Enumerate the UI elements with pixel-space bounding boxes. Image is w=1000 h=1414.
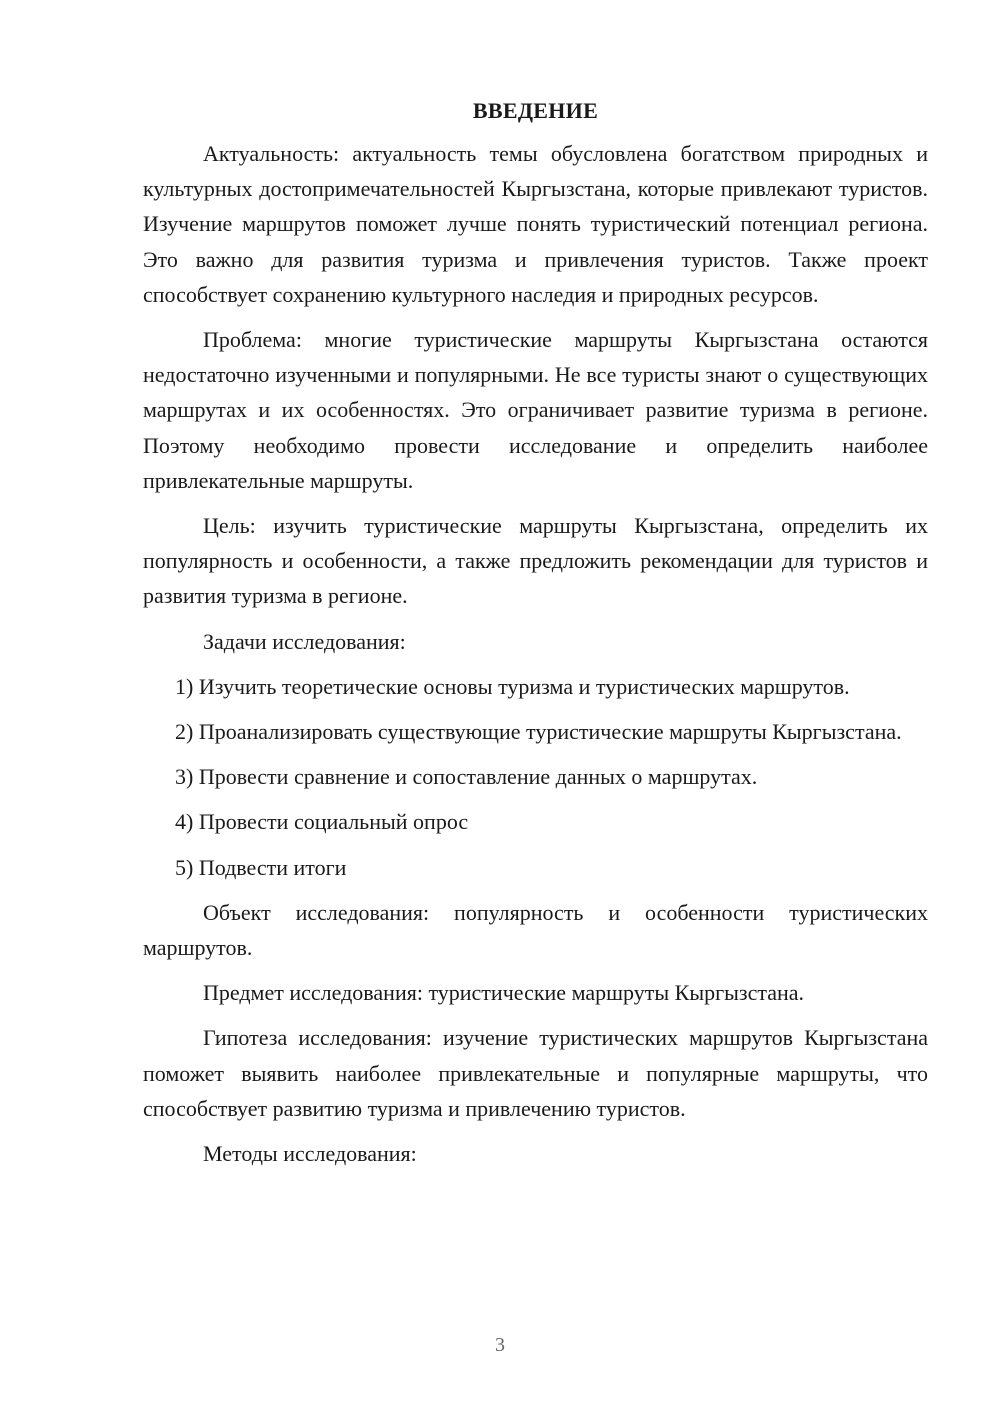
paragraph-problem: Проблема: многие туристические маршруты Кыргызстана остаются недостаточно изученными и популярными. Не все туристы знают о существующих маршрутах и их особенностях. Это ограничивает развитие туризма в регионе. Поэтому необходимо провести исследование и определить наиболее привлекательные маршруты. [143, 327, 928, 493]
task-item-2: 2) Проанализировать существующие туристические маршруты Кыргызстана. [175, 719, 902, 745]
task-item-3: 3) Провести сравнение и сопоставление данных о маршрутах. [175, 764, 758, 790]
paragraph-relevance: Актуальность: актуальность темы обусловлена богатством природных и культурных достопримечательностей Кыргызстана, которые привлекают туристов. Изучение маршрутов поможет лучше понять туристический потенциал региона. Это важно для развития туризма и привлечения туристов. Также проект способствует сохранению культурного наследия и природных ресурсов. [143, 141, 928, 307]
section-heading: ВВЕДЕНИЕ [472, 98, 599, 123]
task-item-5: 5) Подвести итоги [175, 854, 347, 880]
task-item-1: 1) Изучить теоретические основы туризма и туристических маршрутов. [175, 673, 850, 699]
paragraph-tasks-heading: Задачи исследования: [203, 628, 406, 654]
paragraph-object: Объект исследования: популярность и особенности туристических маршрутов. [143, 899, 928, 961]
page-number: 3 [495, 1334, 505, 1356]
paragraph-hypothesis: Гипотеза исследования: изучение туристических маршрутов Кыргызстана поможет выявить наиболее привлекательные и популярные маршруты, что способствует развитию туризма и привлечению туристов. [143, 1025, 928, 1121]
document-page [143, 96, 928, 1171]
paragraph-subject: Предмет исследования: туристические маршруты Кыргызстана. [203, 980, 805, 1006]
paragraph-methods: Методы исследования: [203, 1141, 417, 1167]
paragraph-goal: Цель: изучить туристические маршруты Кыргызстана, определить их популярность и особенности, а также предложить рекомендации для туристов и развития туризма в регионе. [143, 513, 928, 609]
task-item-4: 4) Провести социальный опрос [175, 809, 469, 835]
